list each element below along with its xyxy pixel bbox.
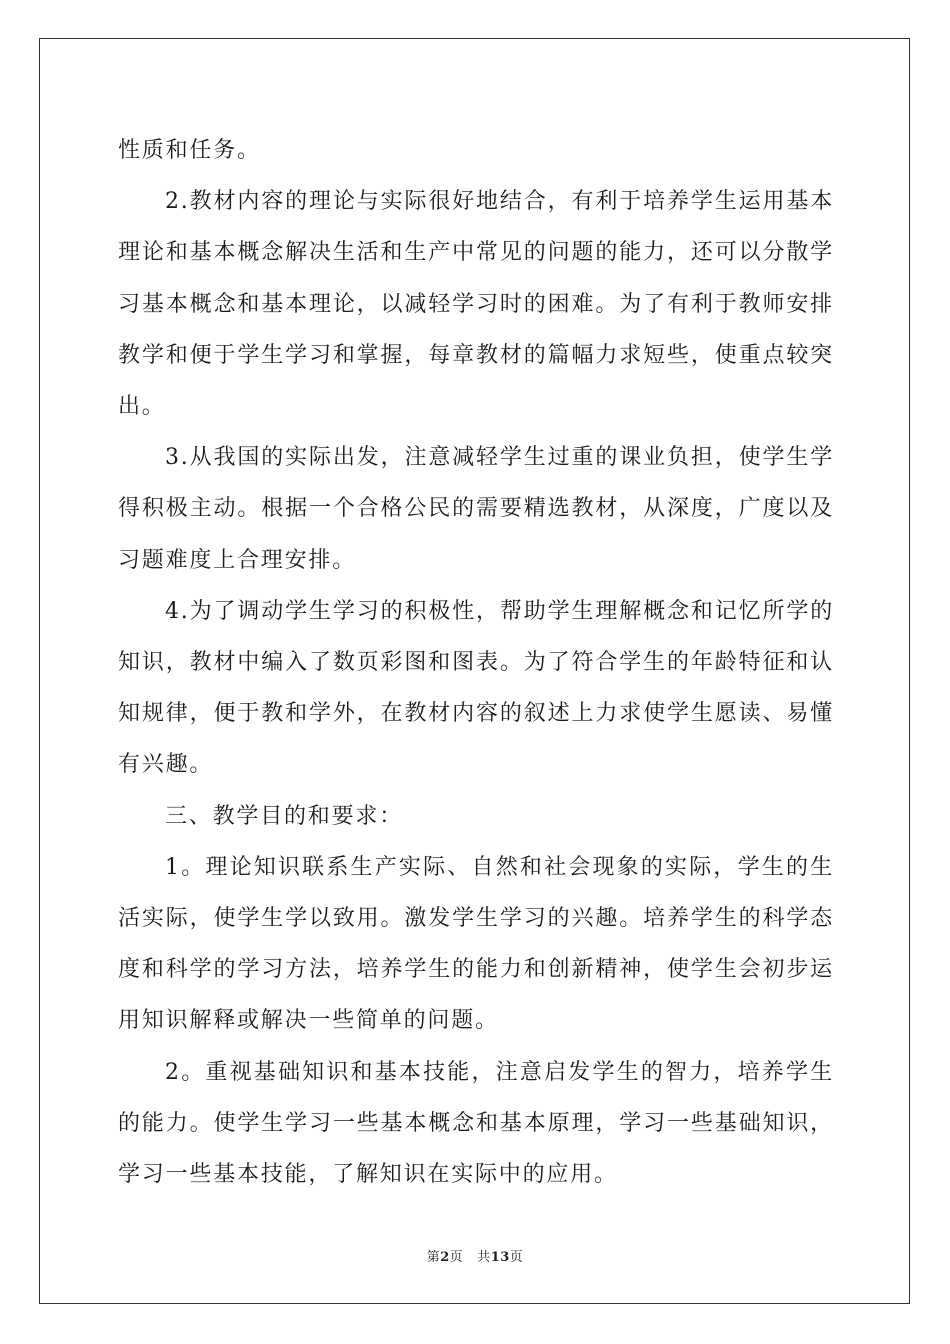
total-suffix: 页 <box>509 1250 524 1265</box>
paragraph-1: 性质和任务。 <box>118 138 261 163</box>
paragraph-6: 2。重视基础知识和基本技能，注意启发学生的智力，培养学生的能力。使学生学习一些基本概念和基本原理，学习一些基础知识，学习一些基本技能，了解知识在实际中的应用。 <box>118 1059 834 1188</box>
total-pages: 13 <box>490 1250 510 1265</box>
paragraph-5: 1。理论知识联系生产实际、自然和社会现象的实际，学生的生活实际，使学生学以致用。激发学生学习的兴趣。培养学生的科学态度和科学的学习方法，培养学生的能力和创新精神，使学生会初步运用知识解释或解决一些简单的问题。 <box>118 854 834 1034</box>
paragraph-2: 2.教材内容的理论与实际很好地结合，有利于培养学生运用基本理论和基本概念解决生活和生产中常见的问题的能力，还可以分散学习基本概念和基本理论，以减轻学习时的困难。为了有利于教师安排教学和便于学生学习和掌握，每章教材的篇幅力求短些，使重点较突出。 <box>118 189 834 420</box>
page-prefix: 第 <box>426 1250 441 1265</box>
page-footer <box>0 1246 950 1265</box>
page-number: 2 <box>440 1250 450 1265</box>
section-heading: 三、教学目的和要求： <box>165 803 404 829</box>
paragraph-3: 3.从我国的实际出发，注意减轻学生过重的课业负担，使学生学得积极主动。根据一个合格公民的需要精选教材，从深度，广度以及习题难度上合理安排。 <box>118 445 834 573</box>
total-prefix: 共 <box>477 1250 491 1265</box>
paragraph-4: 4.为了调动学生学习的积极性，帮助学生理解概念和记忆所学的知识，教材中编入了数页彩图和图表。为了符合学生的年龄特征和认知规律，便于教和学外，在教材内容的叙述上力求使学生愿读、易懂有兴趣。 <box>118 598 834 778</box>
page-suffix: 页 <box>449 1250 464 1265</box>
document-body <box>118 125 834 1200</box>
